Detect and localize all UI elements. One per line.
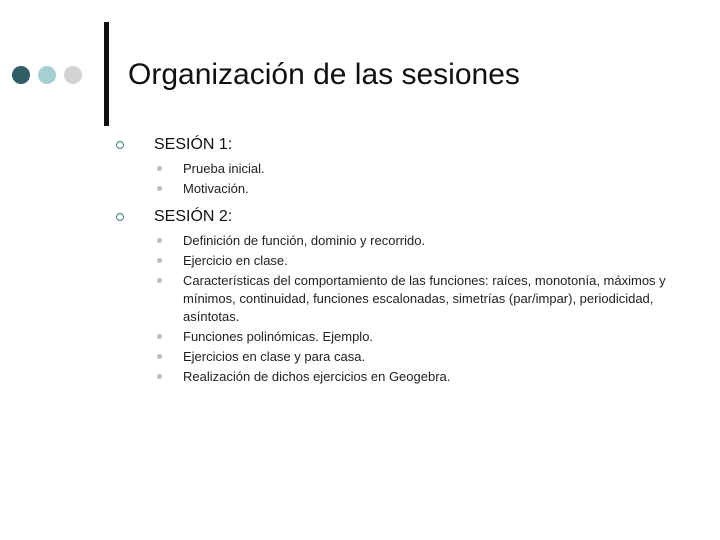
ring-bullet-icon [116,141,124,149]
section-heading: SESIÓN 2: [154,208,233,225]
item-list [116,232,696,386]
list-item [116,252,696,270]
bullet-dot-icon [157,354,162,359]
list-item-text: Prueba inicial. [183,161,265,176]
ring-bullet-icon [116,213,124,221]
dark-teal-dot [12,66,30,84]
bullet-dot-icon [157,186,162,191]
list-item-text: Ejercicios en clase y para casa. [183,349,366,364]
list-item [116,348,696,366]
bullet-dot-icon [157,334,162,339]
section-session-2 [116,206,696,386]
list-item [116,272,696,326]
bullet-dot-icon [157,258,162,263]
list-item [116,232,696,250]
bullet-dot-icon [157,278,162,283]
section-heading: SESIÓN 1: [154,136,233,153]
list-item [116,180,696,198]
list-item-text: Realización de dichos ejercicios en Geogebra. [183,369,451,384]
slide-title: Organización de las sesiones [128,58,520,91]
item-list [116,160,696,198]
section-session-1 [116,134,696,198]
list-item-text: Motivación. [183,181,249,196]
list-item-text: Definición de función, dominio y recorrido. [183,233,426,248]
section-heading-row [116,206,696,228]
list-item-text: Funciones polinómicas. Ejemplo. [183,329,374,344]
list-item [116,160,696,178]
bullet-dot-icon [157,166,162,171]
list-item-text: Características del comportamiento de las funciones: raíces, monotonía, máximos y mínimos, continuidad, funciones escalonadas, simetrías (par/impar), periodicidad, asíntotas. [183,273,666,324]
bullet-dot-icon [157,374,162,379]
title-divider-bar [104,22,109,126]
section-heading-row [116,134,696,156]
bullet-dot-icon [157,238,162,243]
decorative-dots [12,66,82,84]
grey-dot [64,66,82,84]
list-item-text: Ejercicio en clase. [183,253,288,268]
list-item [116,368,696,386]
light-teal-dot [38,66,56,84]
list-item [116,328,696,346]
